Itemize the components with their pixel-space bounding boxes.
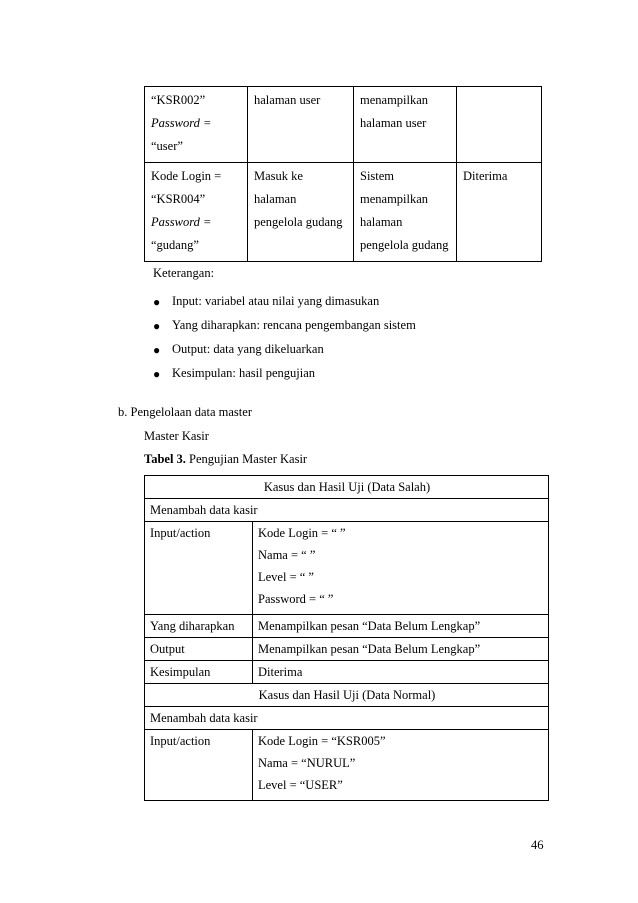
table-cell — [457, 87, 542, 163]
list-item: Input: variabel atau nilai yang dimasukan — [172, 294, 380, 308]
cell-line: Password = — [151, 215, 212, 229]
cell-line: halaman — [360, 215, 403, 229]
keterangan-title: Keterangan: — [153, 266, 215, 280]
table-cell: Menambah data kasir — [145, 707, 549, 730]
table-caption — [144, 452, 307, 467]
cell-line: “gudang” — [151, 238, 199, 252]
cell-line: pengelola gudang — [360, 238, 449, 252]
cell-line — [463, 93, 537, 116]
bullet-icon: ● — [153, 343, 161, 357]
table-cell — [248, 87, 354, 163]
cell-line: “KSR004” — [151, 192, 206, 206]
table-cell: Menampilkan pesan “Data Belum Lengkap” — [253, 615, 549, 638]
cell-line: Kode Login = — [151, 169, 222, 183]
cell-line: “KSR002” — [151, 93, 206, 107]
table-cell: Menampilkan pesan “Data Belum Lengkap” — [253, 638, 549, 661]
page-number: 46 — [531, 838, 544, 852]
table-cell — [253, 522, 549, 615]
bullet-icon: ● — [153, 319, 161, 333]
table-cell — [354, 163, 457, 262]
caption-label: Tabel 3. — [144, 452, 186, 466]
table-cell — [253, 730, 549, 801]
table-cell: Input/action — [145, 522, 253, 615]
section-heading: b. Pengelolaan data master — [118, 405, 252, 419]
table-cell — [248, 163, 354, 262]
list-item: Output: data yang dikeluarkan — [172, 342, 324, 356]
table-cell: Kesimpulan — [145, 661, 253, 684]
table-cell: Yang diharapkan — [145, 615, 253, 638]
table-row — [145, 638, 549, 661]
cell-line: halaman user — [254, 93, 321, 107]
cell-line: Sistem — [360, 169, 395, 183]
table-row — [145, 684, 549, 707]
caption-text: Pengujian Master Kasir — [185, 452, 308, 466]
cell-line: Nama = “NURUL” — [258, 756, 356, 770]
table-cell: Output — [145, 638, 253, 661]
cell-line: Masuk ke — [254, 169, 303, 183]
table-cell — [354, 87, 457, 163]
table-header: Kasus dan Hasil Uji (Data Salah) — [145, 476, 549, 499]
login-test-table — [144, 86, 542, 262]
table-cell — [145, 87, 248, 163]
table-header: Kasus dan Hasil Uji (Data Normal) — [145, 684, 549, 707]
table-row — [145, 615, 549, 638]
bullet-icon: ● — [153, 295, 161, 309]
list-item: Kesimpulan: hasil pengujian — [172, 366, 316, 380]
table-cell: Menambah data kasir — [145, 499, 549, 522]
cell-line: Nama = “ ” — [258, 548, 316, 562]
table-row — [145, 707, 549, 730]
table-cell: Diterima — [253, 661, 549, 684]
cell-line: menampilkan — [360, 192, 429, 206]
cell-line: halaman — [254, 192, 297, 206]
table-cell — [145, 163, 248, 262]
table-row — [145, 476, 549, 499]
cell-line: Kode Login = “KSR005” — [258, 734, 386, 748]
cell-line: Password = “ ” — [258, 592, 334, 606]
table-row — [145, 163, 542, 262]
table-row — [145, 499, 549, 522]
list-item: Yang diharapkan: rencana pengembangan sistem — [172, 318, 416, 332]
cell-line: menampilkan — [360, 93, 429, 107]
table-row — [145, 661, 549, 684]
cell-line: Kode Login = “ ” — [258, 526, 346, 540]
cell-line: Password = — [151, 116, 212, 130]
cell-line: pengelola gudang — [254, 215, 343, 229]
table-cell: Input/action — [145, 730, 253, 801]
cell-line: Diterima — [463, 169, 508, 183]
master-kasir-test-table — [144, 475, 549, 801]
bullet-icon: ● — [153, 367, 161, 381]
table-row — [145, 522, 549, 615]
cell-line: “user” — [151, 139, 183, 153]
cell-line: Level = “ ” — [258, 570, 314, 584]
table-row — [145, 730, 549, 801]
table-cell — [457, 163, 542, 262]
cell-line: Level = “USER” — [258, 778, 343, 792]
cell-line: halaman user — [360, 116, 427, 130]
section-subheading: Master Kasir — [144, 429, 209, 443]
table-row — [145, 87, 542, 163]
